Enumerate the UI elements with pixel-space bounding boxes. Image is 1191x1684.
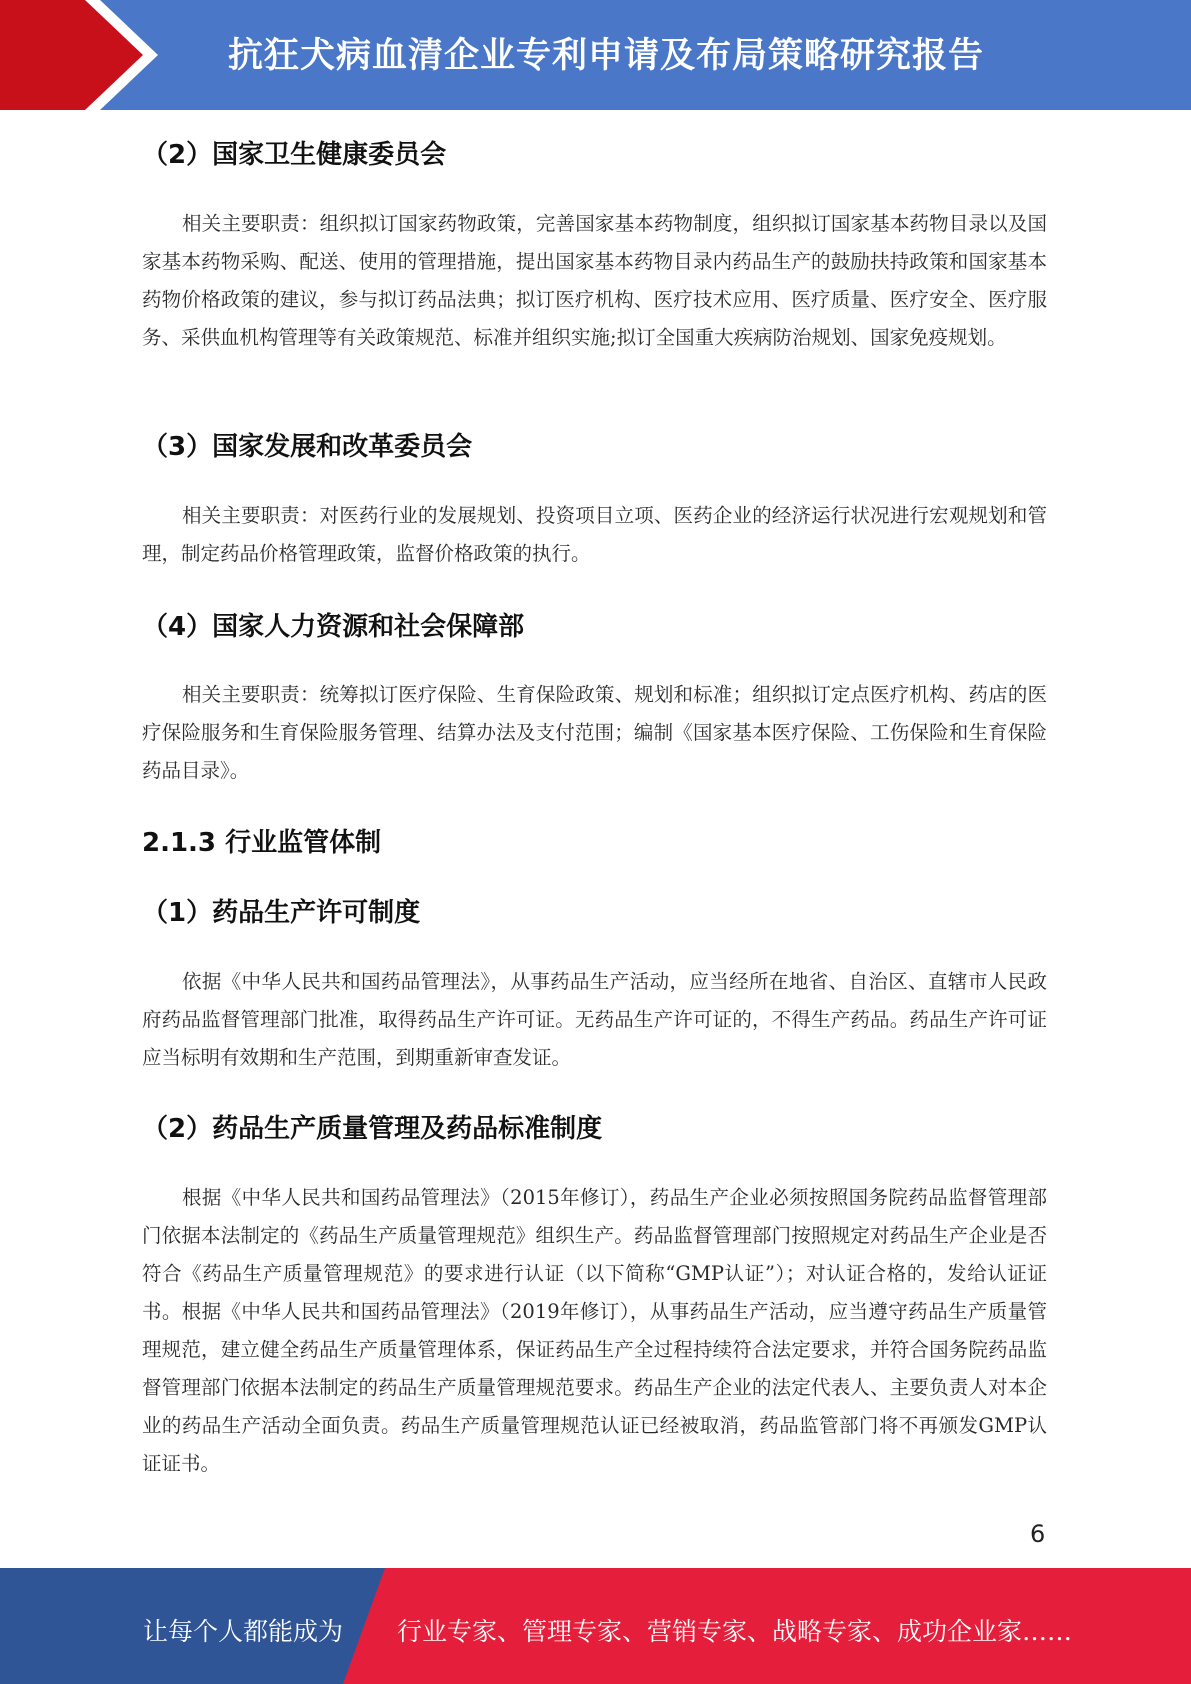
section-heading: （4）国家人力资源和社会保障部	[142, 612, 525, 642]
footer-slogan-left: 让每个人都能成为	[143, 1617, 344, 1646]
subsection-heading: 2.1.3 行业监管体制	[142, 828, 382, 858]
section-paragraph: 根据《中华人民共和国药品管理法》（2015年修订），药品生产企业必须按照国务院药品监督管理部门依据本法制定的《药品生产质量管理规范》组织生产。药品监督管理部门按照规定对药品生产企业是否符合《药品生产质量管理规范》的要求进行认证（以下简称“GMP认证”）；对认证合格的，发给认证证书。根据《中华人民共和国药品管理法》（2019年修订），从事药品生产活动，应当遵守药品生产质量管理规范，建立健全药品生产质量管理体系，保证药品生产全过程持续符合法定要求，并符合国务院药品监督管理部门依据本法制定的药品生产质量管理规范要求。药品生产企业的法定代表人、主要负责人对本企业的药品生产活动全面负责。药品生产质量管理规范认证已经被取消，药品监管部门将不再颁发GMP认证证书。	[142, 1186, 1047, 1475]
page-header	[0, 0, 1191, 110]
section-paragraph: 相关主要职责：统筹拟订医疗保险、生育保险政策、规划和标准；组织拟订定点医疗机构、药店的医疗保险服务和生育保险服务管理、结算办法及支付范围；编制《国家基本医疗保险、工伤保险和生育保险药品目录》。	[142, 683, 1047, 782]
page-footer	[0, 1568, 1191, 1684]
section-heading: （2）药品生产质量管理及药品标准制度	[142, 1114, 603, 1144]
section-paragraph: 相关主要职责：对医药行业的发展规划、投资项目立项、医药企业的经济运行状况进行宏观规划和管理，制定药品价格管理政策，监督价格政策的执行。	[142, 504, 1047, 565]
report-title: 抗狂犬病血清企业专利申请及布局策略研究报告	[228, 36, 985, 76]
section-paragraph: 相关主要职责：组织拟订国家药物政策，完善国家基本药物制度，组织拟订国家基本药物目录以及国家基本药物采购、配送、使用的管理措施，提出国家基本药物目录内药品生产的鼓励扶持政策和国家基本药物价格政策的建议，参与拟订药品法典；拟订医疗机构、医疗技术应用、医疗质量、医疗安全、医疗服务、采供血机构管理等有关政策规范、标准并组织实施;拟订全国重大疾病防治规划、国家免疫规划。	[142, 212, 1047, 349]
section-heading: （2）国家卫生健康委员会	[142, 140, 447, 170]
section-paragraph: 依据《中华人民共和国药品管理法》，从事药品生产活动，应当经所在地省、自治区、直辖市人民政府药品监督管理部门批准，取得药品生产许可证。无药品生产许可证的，不得生产药品。药品生产许可证应当标明有效期和生产范围，到期重新审查发证。	[142, 970, 1047, 1069]
footer-slogan-right: 行业专家、管理专家、营销专家、战略专家、成功企业家……	[397, 1617, 1073, 1646]
page-number: 6	[1030, 1520, 1046, 1548]
section-heading: （1）药品生产许可制度	[142, 898, 421, 928]
section-heading: （3）国家发展和改革委员会	[142, 432, 473, 462]
